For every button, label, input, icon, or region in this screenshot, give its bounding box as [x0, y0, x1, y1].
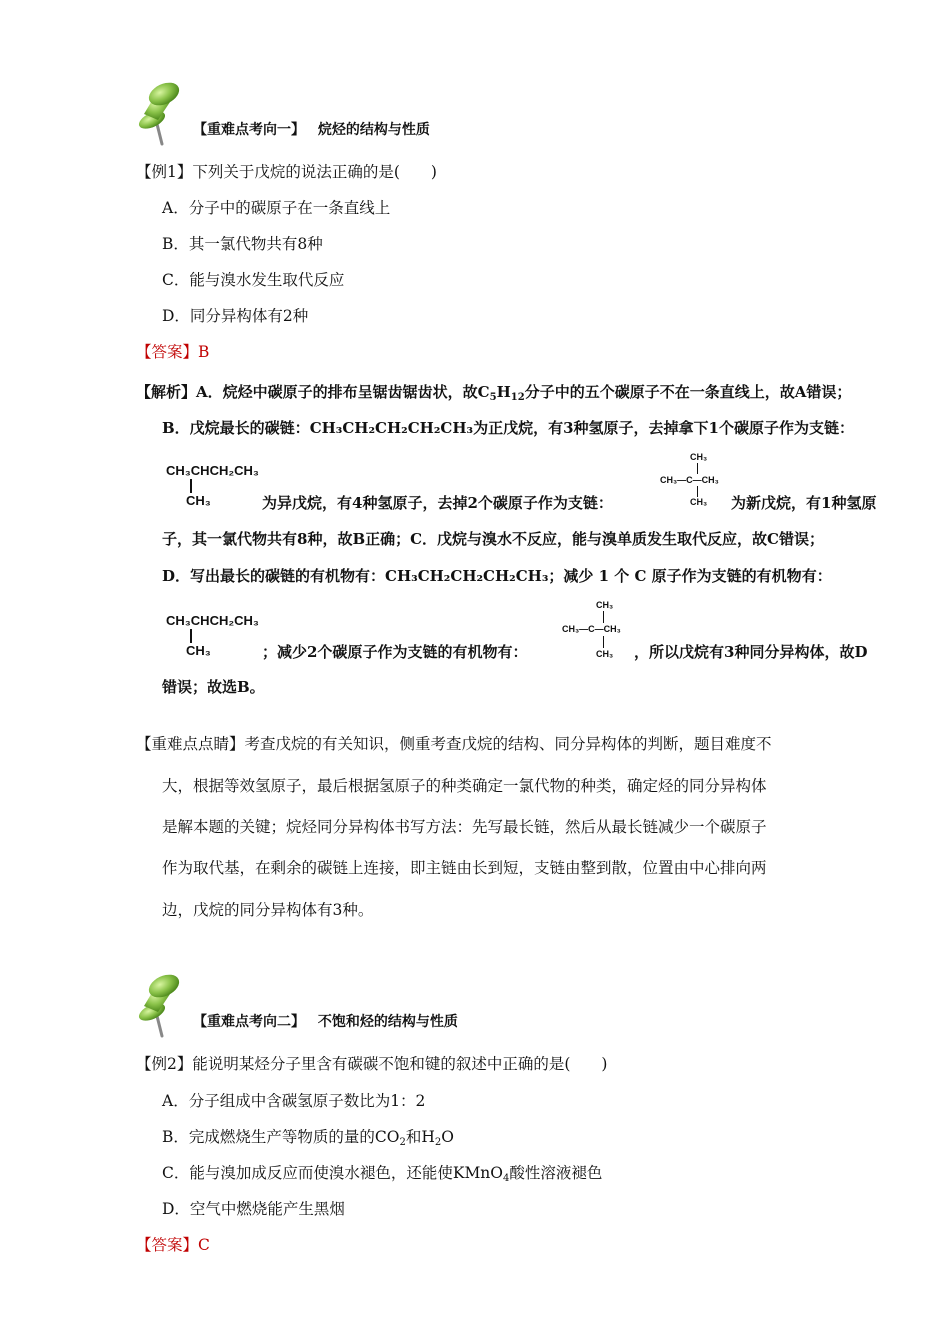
pushpin-icon: [130, 972, 190, 1042]
example2-option-d: D．空气中燃烧能产生黑烟: [162, 1200, 345, 1218]
section1-heading-title: 烷烃的结构与性质: [317, 122, 430, 138]
section2-heading: [193, 1012, 458, 1032]
example2-option-c: C．能与溴加成反应而使溴水褪色，还能使KMnO$_4$酸性溶液褪色: [162, 1164, 603, 1184]
section1-heading: [193, 120, 430, 140]
insight-line-2: 大，根据等效氢原子，最后根据氢原子的种类确定一氯代物的种类，确定烃的同分异构体: [162, 777, 767, 795]
analysis-line-4: 子，其一氯代物共有8种，故B正确；C．戊烷与溴水不反应，能与溴单质发生取代反应，故C错误；: [162, 530, 824, 548]
section2-heading-title: 不饱和烃的结构与性质: [317, 1014, 458, 1030]
analysis-line-6a: ；减少2个碳原子作为支链的有机物有：: [262, 643, 528, 661]
insight-line-5: 边，戊烷的同分异构体有3种。: [162, 901, 374, 919]
example2-answer: 【答案】C: [136, 1236, 210, 1254]
analysis-line-6b: ，所以戊烷有3种同分异构体，故D: [634, 643, 868, 661]
analysis-line-3a: 为异戊烷，有4种氢原子，去掉2个碳原子作为支链：: [262, 494, 613, 512]
insight-line-1: 【重难点点睛】考查戊烷的有关知识，侧重考查戊烷的结构、同分异构体的判断，题目难度不: [136, 735, 772, 753]
example1-answer: 【答案】B: [136, 343, 210, 361]
pushpin-icon: [130, 80, 190, 150]
example1-option-a: A．分子中的碳原子在一条直线上: [162, 199, 391, 217]
example1-option-d: D．同分异构体有2种: [162, 307, 309, 325]
analysis-line-3b: 为新戊烷，有1种氢原: [731, 494, 877, 512]
analysis-line-5: D．写出最长的碳链的有机物有：CH₃CH₂CH₂CH₂CH₃；减少 1 个 C 原子作为支链的有机物有：: [162, 567, 832, 585]
example2-option-a: A．分子组成中含碳氢原子数比为1：2: [162, 1092, 426, 1110]
example1-option-c: C．能与溴水发生取代反应: [162, 271, 345, 289]
section1-heading-bracket: 【重难点考向一】: [193, 122, 305, 138]
section2-heading-bracket: 【重难点考向二】: [193, 1014, 305, 1030]
insight-line-3: 是解本题的关键；烷烃同分异构体书写方法：先写最长链，然后从最长链减少一个碳原子: [162, 818, 767, 836]
example1-question: 【例1】下列关于戊烷的说法正确的是( ): [136, 163, 437, 181]
example2-option-b: B．完成燃烧生产等物质的量的$CO_2$和$H_2O$: [162, 1128, 454, 1148]
insight-line-4: 作为取代基，在剩余的碳链上连接，即主链由长到短，支链由整到散，位置由中心排向两: [162, 859, 767, 877]
analysis-line-7: 错误；故选B。: [162, 678, 265, 696]
example1-option-b: B．其一氯代物共有8种: [162, 235, 323, 253]
analysis-line-1: 【解析】A．烷烃中碳原子的排布呈锯齿锯齿状，故$C_5H_{12}$分子中的五个碳原子不在一条直线上，故A错误；: [136, 383, 852, 403]
example2-question: 【例2】能说明某烃分子里含有碳碳不饱和键的叙述中正确的是( ): [136, 1055, 608, 1073]
analysis-line-2: B．戊烷最长的碳链：CH₃CH₂CH₂CH₂CH₃为正戊烷，有3种氢原子，去掉拿下1个碳原子作为支链：: [162, 419, 854, 437]
